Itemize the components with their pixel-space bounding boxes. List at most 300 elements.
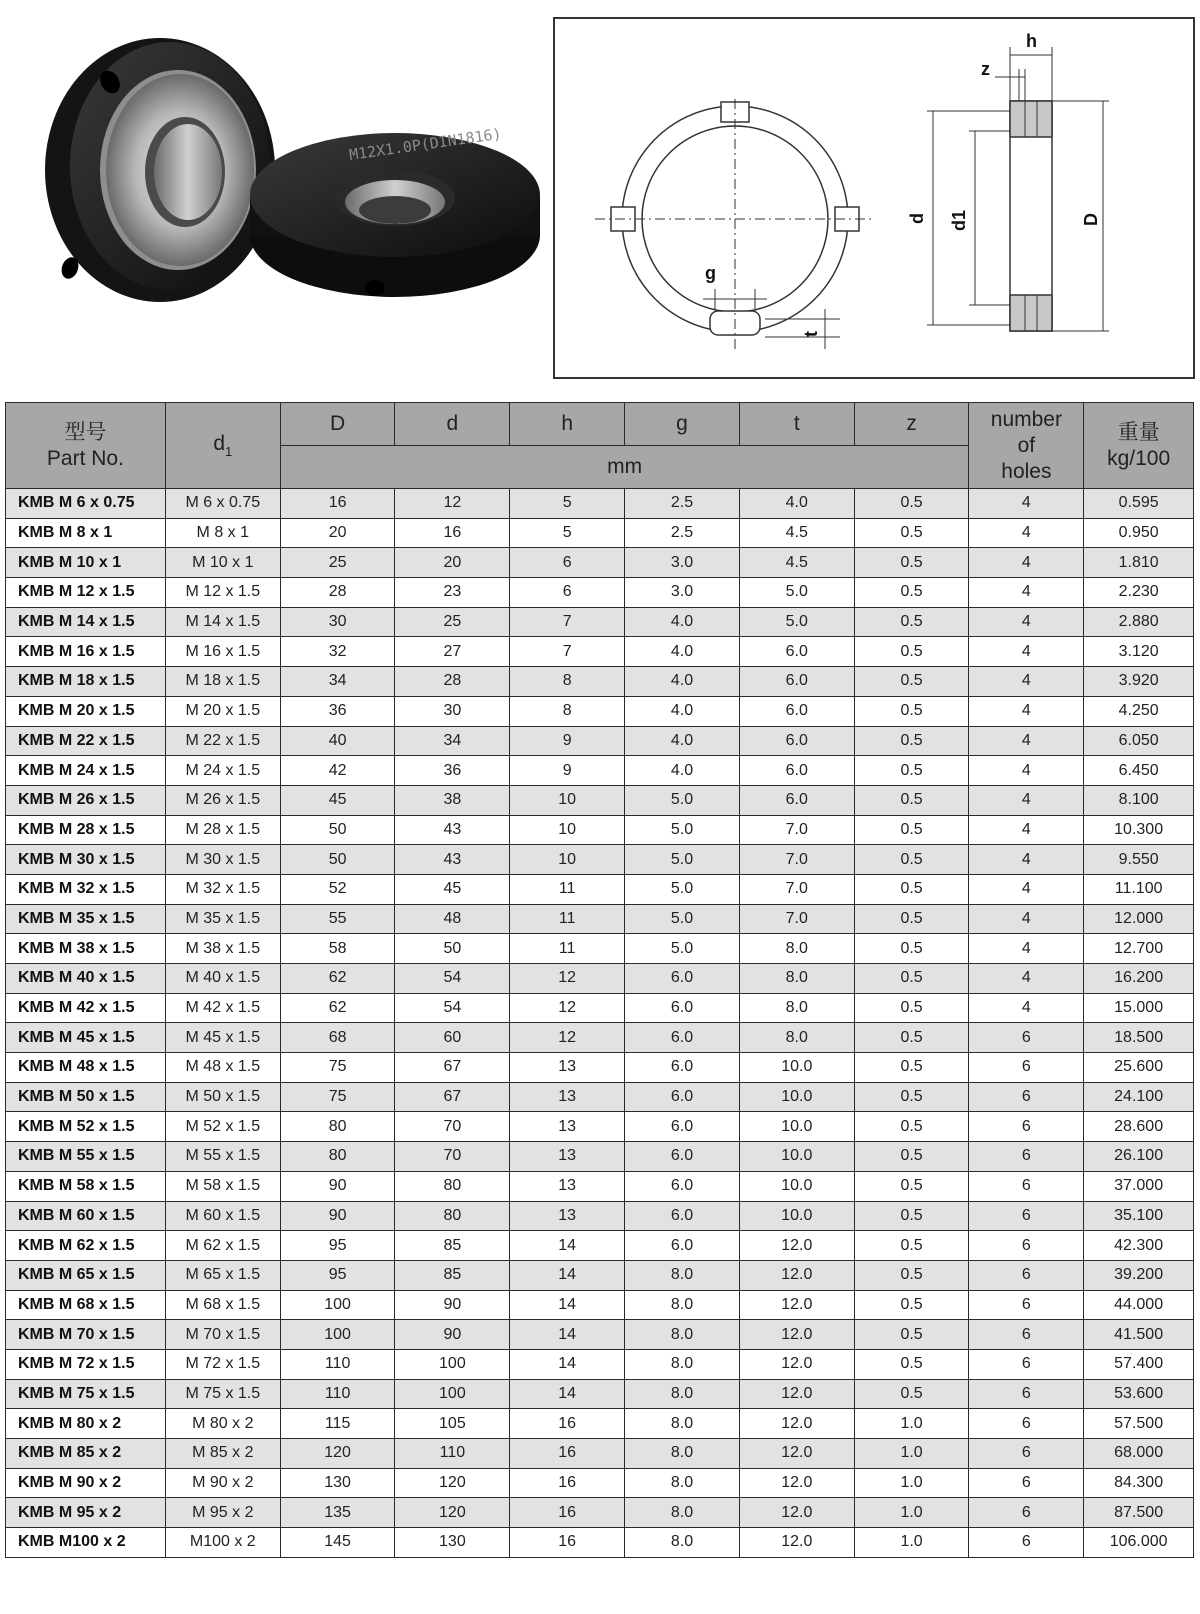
cell-z: 0.5 [854, 815, 969, 845]
cell-z: 0.5 [854, 904, 969, 934]
cell-weight: 24.100 [1084, 1082, 1194, 1112]
header-t: t [739, 403, 854, 446]
cell-d: 120 [395, 1498, 510, 1528]
cell-holes: 6 [969, 1201, 1084, 1231]
cell-d: 90 [395, 1320, 510, 1350]
header-z: z [854, 403, 969, 446]
cell-h: 8 [510, 696, 625, 726]
cell-d: 100 [395, 1379, 510, 1409]
cell-holes: 4 [969, 815, 1084, 845]
table-row [6, 756, 1194, 786]
table-row [6, 1409, 1194, 1439]
cell-holes: 6 [969, 1260, 1084, 1290]
cell-d1: M 8 x 1 [165, 518, 280, 548]
cell-part-no: KMB M 18 x 1.5 [6, 667, 166, 697]
cell-t: 6.0 [739, 785, 854, 815]
table-row [6, 934, 1194, 964]
cell-t: 6.0 [739, 696, 854, 726]
cell-D: 90 [280, 1171, 395, 1201]
cell-weight: 39.200 [1084, 1260, 1194, 1290]
table-row [6, 1023, 1194, 1053]
cell-h: 6 [510, 578, 625, 608]
cell-h: 10 [510, 815, 625, 845]
cell-h: 11 [510, 904, 625, 934]
cell-D: 36 [280, 696, 395, 726]
cell-D: 130 [280, 1468, 395, 1498]
cell-d: 120 [395, 1468, 510, 1498]
cell-weight: 53.600 [1084, 1379, 1194, 1409]
cell-D: 50 [280, 815, 395, 845]
cell-part-no: KMB M 45 x 1.5 [6, 1023, 166, 1053]
cell-d: 20 [395, 548, 510, 578]
table-row [6, 785, 1194, 815]
cell-D: 62 [280, 993, 395, 1023]
cell-d1: M 95 x 2 [165, 1498, 280, 1528]
cell-D: 75 [280, 1082, 395, 1112]
cell-z: 0.5 [854, 934, 969, 964]
cell-g: 6.0 [625, 993, 740, 1023]
cell-D: 40 [280, 726, 395, 756]
header-weight: 重量 kg/100 [1084, 403, 1194, 489]
cell-D: 110 [280, 1379, 395, 1409]
cell-holes: 6 [969, 1053, 1084, 1083]
cell-holes: 4 [969, 518, 1084, 548]
cell-g: 6.0 [625, 1023, 740, 1053]
cell-weight: 0.595 [1084, 489, 1194, 519]
cell-part-no: KMB M 22 x 1.5 [6, 726, 166, 756]
cell-h: 13 [510, 1142, 625, 1172]
header-d1: $d_1$ [165, 403, 280, 489]
cell-d1: M 10 x 1 [165, 548, 280, 578]
header-part-no [6, 403, 166, 489]
engraving-text: M12X1.0P(DIN1816) [348, 124, 503, 164]
cell-part-no: KMB M 32 x 1.5 [6, 874, 166, 904]
cell-weight: 3.920 [1084, 667, 1194, 697]
cell-h: 11 [510, 874, 625, 904]
cell-D: 16 [280, 489, 395, 519]
cell-t: 10.0 [739, 1082, 854, 1112]
cell-D: 20 [280, 518, 395, 548]
cell-d1: M 62 x 1.5 [165, 1231, 280, 1261]
cell-D: 120 [280, 1439, 395, 1469]
cell-z: 0.5 [854, 696, 969, 726]
cell-holes: 4 [969, 964, 1084, 994]
cell-t: 12.0 [739, 1231, 854, 1261]
table-row [6, 1528, 1194, 1558]
spec-table [5, 402, 1194, 1558]
cell-weight: 68.000 [1084, 1439, 1194, 1469]
cell-z: 0.5 [854, 1290, 969, 1320]
cell-D: 50 [280, 845, 395, 875]
table-row [6, 1171, 1194, 1201]
cell-g: 8.0 [625, 1498, 740, 1528]
cell-t: 10.0 [739, 1171, 854, 1201]
cell-part-no: KMB M 35 x 1.5 [6, 904, 166, 934]
table-row [6, 518, 1194, 548]
cell-t: 12.0 [739, 1468, 854, 1498]
label-h: h [1026, 31, 1037, 51]
cell-d1: M 20 x 1.5 [165, 696, 280, 726]
cell-h: 8 [510, 667, 625, 697]
cell-holes: 6 [969, 1320, 1084, 1350]
cell-g: 8.0 [625, 1290, 740, 1320]
table-row [6, 845, 1194, 875]
cell-g: 5.0 [625, 934, 740, 964]
cell-g: 2.5 [625, 489, 740, 519]
cell-part-no: KMB M 38 x 1.5 [6, 934, 166, 964]
cell-d1: M 45 x 1.5 [165, 1023, 280, 1053]
cell-part-no: KMB M 58 x 1.5 [6, 1171, 166, 1201]
cell-D: 145 [280, 1528, 395, 1558]
cell-t: 12.0 [739, 1379, 854, 1409]
label-z: z [981, 59, 990, 79]
cell-D: 30 [280, 607, 395, 637]
cell-weight: 35.100 [1084, 1201, 1194, 1231]
label-d: d [907, 213, 927, 224]
cell-part-no: KMB M 12 x 1.5 [6, 578, 166, 608]
cell-d1: M 65 x 1.5 [165, 1260, 280, 1290]
cell-z: 0.5 [854, 1349, 969, 1379]
cell-h: 7 [510, 607, 625, 637]
cell-z: 0.5 [854, 489, 969, 519]
cell-d: 80 [395, 1201, 510, 1231]
cell-D: 95 [280, 1231, 395, 1261]
cell-g: 6.0 [625, 1112, 740, 1142]
cell-d: 23 [395, 578, 510, 608]
cell-weight: 12.700 [1084, 934, 1194, 964]
cell-h: 16 [510, 1409, 625, 1439]
cell-holes: 4 [969, 548, 1084, 578]
cell-z: 0.5 [854, 1260, 969, 1290]
cell-d: 54 [395, 964, 510, 994]
cell-D: 58 [280, 934, 395, 964]
cell-d: 16 [395, 518, 510, 548]
cell-g: 3.0 [625, 548, 740, 578]
cell-z: 0.5 [854, 667, 969, 697]
cell-D: 52 [280, 874, 395, 904]
cell-part-no: KMB M 80 x 2 [6, 1409, 166, 1439]
cell-weight: 42.300 [1084, 1231, 1194, 1261]
cell-holes: 6 [969, 1528, 1084, 1558]
cell-g: 6.0 [625, 1082, 740, 1112]
cell-weight: 0.950 [1084, 518, 1194, 548]
cell-holes: 4 [969, 726, 1084, 756]
cell-g: 6.0 [625, 1053, 740, 1083]
cell-t: 6.0 [739, 667, 854, 697]
cell-z: 0.5 [854, 756, 969, 786]
cell-h: 13 [510, 1053, 625, 1083]
cell-t: 10.0 [739, 1112, 854, 1142]
cell-part-no: KMB M 90 x 2 [6, 1468, 166, 1498]
cell-d1: M 38 x 1.5 [165, 934, 280, 964]
cell-weight: 8.100 [1084, 785, 1194, 815]
cell-t: 12.0 [739, 1498, 854, 1528]
header-g: g [625, 403, 740, 446]
cell-z: 0.5 [854, 1320, 969, 1350]
table-row [6, 1498, 1194, 1528]
cell-holes: 4 [969, 696, 1084, 726]
cell-z: 0.5 [854, 518, 969, 548]
cell-d: 105 [395, 1409, 510, 1439]
cell-D: 95 [280, 1260, 395, 1290]
table-row [6, 667, 1194, 697]
cell-d1: M 18 x 1.5 [165, 667, 280, 697]
cell-t: 10.0 [739, 1142, 854, 1172]
cell-weight: 11.100 [1084, 874, 1194, 904]
cell-g: 6.0 [625, 1201, 740, 1231]
cell-d: 70 [395, 1142, 510, 1172]
cell-t: 10.0 [739, 1201, 854, 1231]
table-row [6, 815, 1194, 845]
cell-D: 45 [280, 785, 395, 815]
cell-d1: M 16 x 1.5 [165, 637, 280, 667]
cell-part-no: KMB M 24 x 1.5 [6, 756, 166, 786]
cell-t: 12.0 [739, 1260, 854, 1290]
cell-weight: 44.000 [1084, 1290, 1194, 1320]
cell-holes: 4 [969, 874, 1084, 904]
cell-h: 12 [510, 1023, 625, 1053]
cell-g: 4.0 [625, 637, 740, 667]
cell-z: 0.5 [854, 1023, 969, 1053]
cell-weight: 87.500 [1084, 1498, 1194, 1528]
cell-part-no: KMB M 26 x 1.5 [6, 785, 166, 815]
cell-holes: 6 [969, 1409, 1084, 1439]
header-d: d [395, 403, 510, 446]
cell-D: 42 [280, 756, 395, 786]
cell-part-no: KMB M 75 x 1.5 [6, 1379, 166, 1409]
cell-g: 5.0 [625, 785, 740, 815]
cell-part-no: KMB M 40 x 1.5 [6, 964, 166, 994]
cell-z: 1.0 [854, 1468, 969, 1498]
cell-part-no: KMB M 60 x 1.5 [6, 1201, 166, 1231]
cell-d1: M 75 x 1.5 [165, 1379, 280, 1409]
cell-weight: 4.250 [1084, 696, 1194, 726]
cell-z: 0.5 [854, 845, 969, 875]
cell-d: 43 [395, 845, 510, 875]
cell-g: 8.0 [625, 1468, 740, 1498]
table-row [6, 1290, 1194, 1320]
cell-z: 0.5 [854, 964, 969, 994]
cell-part-no: KMB M 28 x 1.5 [6, 815, 166, 845]
cell-g: 8.0 [625, 1409, 740, 1439]
cell-d1: M 50 x 1.5 [165, 1082, 280, 1112]
cell-d1: M 6 x 0.75 [165, 489, 280, 519]
cell-h: 9 [510, 726, 625, 756]
label-g: g [705, 263, 716, 283]
cell-h: 16 [510, 1468, 625, 1498]
nut-flat [250, 125, 540, 297]
cell-t: 7.0 [739, 815, 854, 845]
cell-D: 100 [280, 1290, 395, 1320]
table-row [6, 726, 1194, 756]
cell-h: 14 [510, 1349, 625, 1379]
cell-D: 80 [280, 1142, 395, 1172]
header-h: h [510, 403, 625, 446]
cell-t: 8.0 [739, 1023, 854, 1053]
cell-part-no: KMB M 95 x 2 [6, 1498, 166, 1528]
table-row [6, 607, 1194, 637]
cell-weight: 28.600 [1084, 1112, 1194, 1142]
cell-d1: M 80 x 2 [165, 1409, 280, 1439]
cell-d: 50 [395, 934, 510, 964]
cell-t: 4.5 [739, 518, 854, 548]
cell-g: 6.0 [625, 1171, 740, 1201]
cell-part-no: KMB M 70 x 1.5 [6, 1320, 166, 1350]
table-row [6, 964, 1194, 994]
cell-g: 6.0 [625, 964, 740, 994]
cell-weight: 15.000 [1084, 993, 1194, 1023]
cell-t: 12.0 [739, 1409, 854, 1439]
cell-D: 90 [280, 1201, 395, 1231]
cell-part-no: KMB M 14 x 1.5 [6, 607, 166, 637]
cell-d: 85 [395, 1231, 510, 1261]
cell-d1: M 42 x 1.5 [165, 993, 280, 1023]
cell-t: 12.0 [739, 1290, 854, 1320]
cell-weight: 10.300 [1084, 815, 1194, 845]
cell-t: 12.0 [739, 1528, 854, 1558]
cell-D: 34 [280, 667, 395, 697]
label-t: t [801, 331, 821, 337]
cell-z: 0.5 [854, 874, 969, 904]
cell-d1: M 22 x 1.5 [165, 726, 280, 756]
cell-part-no: KMB M 85 x 2 [6, 1439, 166, 1469]
cell-holes: 4 [969, 607, 1084, 637]
cell-d1: M100 x 2 [165, 1528, 280, 1558]
cell-d: 48 [395, 904, 510, 934]
cell-d: 12 [395, 489, 510, 519]
cell-d1: M 58 x 1.5 [165, 1171, 280, 1201]
cell-D: 75 [280, 1053, 395, 1083]
table-row [6, 696, 1194, 726]
cell-z: 0.5 [854, 548, 969, 578]
cell-g: 8.0 [625, 1349, 740, 1379]
cell-holes: 4 [969, 845, 1084, 875]
technical-drawing [553, 17, 1195, 379]
cell-d1: M 40 x 1.5 [165, 964, 280, 994]
cell-h: 10 [510, 845, 625, 875]
cell-d1: M 70 x 1.5 [165, 1320, 280, 1350]
cell-t: 8.0 [739, 934, 854, 964]
cell-holes: 4 [969, 756, 1084, 786]
table-row [6, 637, 1194, 667]
cell-z: 0.5 [854, 1053, 969, 1083]
cell-holes: 4 [969, 637, 1084, 667]
cell-t: 7.0 [739, 845, 854, 875]
cell-g: 6.0 [625, 1142, 740, 1172]
cell-z: 0.5 [854, 993, 969, 1023]
cell-part-no: KMB M 62 x 1.5 [6, 1231, 166, 1261]
cell-d1: M 72 x 1.5 [165, 1349, 280, 1379]
cell-D: 55 [280, 904, 395, 934]
cell-d: 43 [395, 815, 510, 845]
cell-weight: 6.050 [1084, 726, 1194, 756]
cell-g: 5.0 [625, 845, 740, 875]
cell-d1: M 28 x 1.5 [165, 815, 280, 845]
cell-t: 7.0 [739, 874, 854, 904]
cell-weight: 25.600 [1084, 1053, 1194, 1083]
cell-d: 70 [395, 1112, 510, 1142]
cell-part-no: KMB M 52 x 1.5 [6, 1112, 166, 1142]
cell-holes: 6 [969, 1142, 1084, 1172]
cell-part-no: KMB M 8 x 1 [6, 518, 166, 548]
cell-part-no: KMB M 55 x 1.5 [6, 1142, 166, 1172]
label-D: D [1081, 213, 1101, 226]
cell-h: 9 [510, 756, 625, 786]
cell-t: 8.0 [739, 993, 854, 1023]
cell-z: 1.0 [854, 1498, 969, 1528]
cell-d: 28 [395, 667, 510, 697]
cell-t: 6.0 [739, 726, 854, 756]
cell-h: 12 [510, 993, 625, 1023]
cell-h: 13 [510, 1082, 625, 1112]
cell-D: 80 [280, 1112, 395, 1142]
cell-d1: M 26 x 1.5 [165, 785, 280, 815]
cell-g: 4.0 [625, 667, 740, 697]
table-row [6, 1231, 1194, 1261]
cell-holes: 6 [969, 1468, 1084, 1498]
cell-z: 0.5 [854, 1171, 969, 1201]
cell-h: 14 [510, 1231, 625, 1261]
product-photo [20, 20, 540, 370]
cell-D: 68 [280, 1023, 395, 1053]
header-part-en: Part No. [46, 446, 124, 470]
cell-part-no: KMB M 48 x 1.5 [6, 1053, 166, 1083]
table-row [6, 874, 1194, 904]
cell-h: 13 [510, 1201, 625, 1231]
table-row [6, 904, 1194, 934]
cell-part-no: KMB M 10 x 1 [6, 548, 166, 578]
cell-d1: M 90 x 2 [165, 1468, 280, 1498]
cell-d: 36 [395, 756, 510, 786]
table-row [6, 1260, 1194, 1290]
cell-weight: 1.810 [1084, 548, 1194, 578]
cell-D: 62 [280, 964, 395, 994]
cell-holes: 4 [969, 578, 1084, 608]
table-row [6, 1082, 1194, 1112]
table-row [6, 489, 1194, 519]
table-row [6, 993, 1194, 1023]
cell-holes: 6 [969, 1112, 1084, 1142]
cell-d: 27 [395, 637, 510, 667]
cell-D: 25 [280, 548, 395, 578]
table-row [6, 1379, 1194, 1409]
cell-h: 5 [510, 489, 625, 519]
cell-g: 5.0 [625, 815, 740, 845]
cell-weight: 84.300 [1084, 1468, 1194, 1498]
table-row [6, 578, 1194, 608]
cell-h: 11 [510, 934, 625, 964]
cell-d: 60 [395, 1023, 510, 1053]
cell-weight: 2.230 [1084, 578, 1194, 608]
cell-part-no: KMB M 42 x 1.5 [6, 993, 166, 1023]
cell-z: 0.5 [854, 1201, 969, 1231]
cell-d1: M 60 x 1.5 [165, 1201, 280, 1231]
cell-d: 54 [395, 993, 510, 1023]
cell-weight: 9.550 [1084, 845, 1194, 875]
cell-h: 5 [510, 518, 625, 548]
header-unit-mm: mm [280, 446, 969, 489]
cell-d1: M 85 x 2 [165, 1439, 280, 1469]
cell-d1: M 55 x 1.5 [165, 1142, 280, 1172]
cell-h: 12 [510, 964, 625, 994]
table-row [6, 1320, 1194, 1350]
cell-h: 7 [510, 637, 625, 667]
cell-h: 10 [510, 785, 625, 815]
table-row [6, 1439, 1194, 1469]
cell-weight: 57.500 [1084, 1409, 1194, 1439]
cell-h: 14 [510, 1290, 625, 1320]
cell-d: 30 [395, 696, 510, 726]
